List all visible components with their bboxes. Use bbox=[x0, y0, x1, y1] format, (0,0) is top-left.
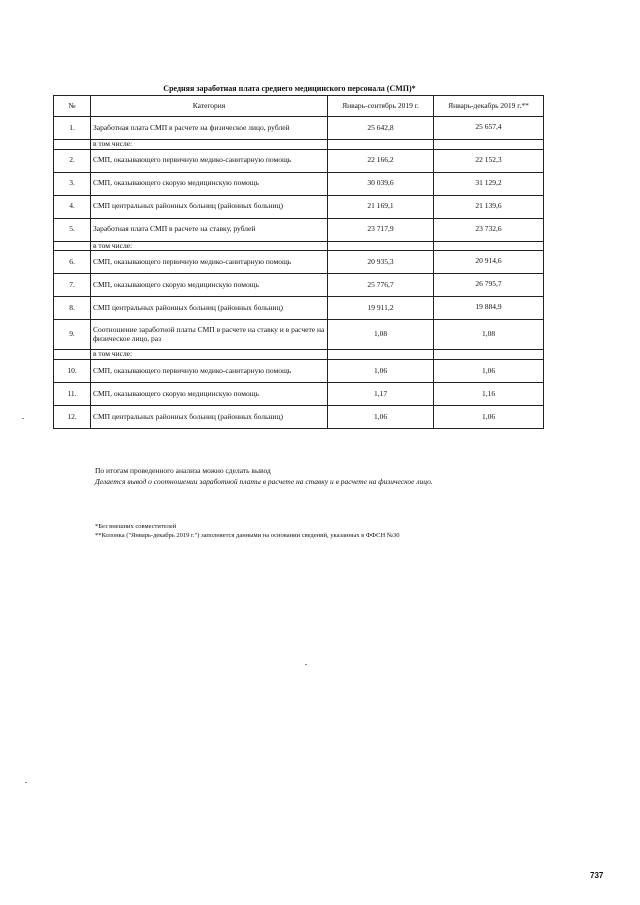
footnote-1: *Без внешних совместителей bbox=[95, 523, 177, 530]
conclusion-statement: Делается вывод о соотношении заработной платы в расчете на ставку и в расчете на физическое лицо. bbox=[95, 476, 433, 486]
value-jan-dec: 1,16 bbox=[434, 382, 544, 405]
table-row bbox=[54, 359, 544, 382]
value-jan-dec-text: 19 884,9 bbox=[475, 302, 502, 312]
value-jan-sep: 21 169,1 bbox=[328, 195, 434, 218]
value-jan-dec: 1,08 bbox=[434, 320, 544, 350]
value-jan-dec bbox=[434, 274, 544, 297]
table-body bbox=[54, 117, 544, 429]
row-number: 6. bbox=[54, 251, 91, 274]
row-category: СМП центральных районных больниц (районных больниц) bbox=[91, 297, 328, 320]
value-jan-dec-text: 20 914,6 bbox=[475, 256, 502, 266]
value-jan-sep: 25 642,8 bbox=[328, 117, 434, 140]
table-row bbox=[54, 297, 544, 320]
cell-empty bbox=[54, 241, 91, 251]
scan-speck bbox=[305, 664, 307, 665]
cell-empty bbox=[328, 241, 434, 251]
row-category: СМП, оказывающего первичную медико-санитарную помощь bbox=[91, 359, 328, 382]
row-number: 2. bbox=[54, 149, 91, 172]
cell-empty bbox=[328, 140, 434, 150]
salary-table bbox=[53, 95, 544, 429]
scan-speck bbox=[22, 418, 24, 419]
value-jan-dec-text: 31 129,2 bbox=[475, 177, 502, 187]
value-jan-dec bbox=[434, 172, 544, 195]
row-number: 12. bbox=[54, 405, 91, 428]
value-jan-dec bbox=[434, 297, 544, 320]
conclusion bbox=[95, 466, 433, 487]
row-number: 7. bbox=[54, 274, 91, 297]
row-number: 8. bbox=[54, 297, 91, 320]
subheading-label: в том числе: bbox=[91, 140, 328, 150]
subheading-label: в том числе: bbox=[91, 350, 328, 360]
row-category: СМП, оказывающего скорую медицинскую помощь bbox=[91, 274, 328, 297]
value-jan-dec: 1,06 bbox=[434, 405, 544, 428]
cell-empty bbox=[328, 350, 434, 360]
value-jan-dec bbox=[434, 149, 544, 172]
value-jan-dec-text: 25 657,4 bbox=[475, 122, 502, 132]
table-row bbox=[54, 251, 544, 274]
row-number: 5. bbox=[54, 218, 91, 241]
scan-speck bbox=[25, 782, 27, 783]
value-jan-dec: 1,06 bbox=[434, 359, 544, 382]
conclusion-line: По итогам проведенного анализа можно сделать вывод bbox=[95, 466, 271, 475]
table-row bbox=[54, 172, 544, 195]
header-period1: Январь-сентябрь 2019 г. bbox=[328, 96, 434, 117]
table-row bbox=[54, 405, 544, 428]
table-row bbox=[54, 117, 544, 140]
value-jan-sep: 22 166,2 bbox=[328, 149, 434, 172]
row-category: Заработная плата СМП в расчете на ставку, рублей bbox=[91, 218, 328, 241]
header-period2: Январь-декабрь 2019 г.** bbox=[434, 96, 544, 117]
table-row bbox=[54, 382, 544, 405]
row-number: 9. bbox=[54, 320, 91, 350]
row-number: 10. bbox=[54, 359, 91, 382]
value-jan-dec-text: 26 795,7 bbox=[475, 279, 502, 289]
row-category: Заработная плата СМП в расчете на физическое лицо, рублей bbox=[91, 117, 328, 140]
row-category: СМП центральных районных больниц (районных больниц) bbox=[91, 195, 328, 218]
page-title: Средняя заработная плата среднего медицинского персонала (СМП)* bbox=[163, 84, 416, 93]
value-jan-sep: 1,06 bbox=[328, 405, 434, 428]
footnote-2: **Колонка ("Январь-декабрь 2019 г.") заполняется данными на основании сведений, указанных в ФФСН №30 bbox=[95, 532, 400, 540]
value-jan-sep: 1,08 bbox=[328, 320, 434, 350]
value-jan-dec bbox=[434, 117, 544, 140]
value-jan-dec bbox=[434, 218, 544, 241]
value-jan-sep: 25 776,7 bbox=[328, 274, 434, 297]
header-category: Категория bbox=[91, 96, 328, 117]
row-category: Соотношение заработной платы СМП в расчете на ставку и в расчете на физическое лицо, раз bbox=[91, 320, 328, 350]
table-row bbox=[54, 149, 544, 172]
value-jan-sep: 1,17 bbox=[328, 382, 434, 405]
row-category: СМП, оказывающего скорую медицинскую помощь bbox=[91, 172, 328, 195]
row-number: 11. bbox=[54, 382, 91, 405]
table-row bbox=[54, 320, 544, 350]
header-num: № bbox=[54, 96, 91, 117]
table-subheading-row bbox=[54, 140, 544, 150]
value-jan-dec bbox=[434, 251, 544, 274]
subheading-label: в том числе: bbox=[91, 241, 328, 251]
value-jan-sep: 19 911,2 bbox=[328, 297, 434, 320]
cell-empty bbox=[434, 241, 544, 251]
row-number: 3. bbox=[54, 172, 91, 195]
value-jan-sep: 20 935,3 bbox=[328, 251, 434, 274]
table-header-row bbox=[54, 96, 544, 117]
table-row bbox=[54, 195, 544, 218]
value-jan-dec-text: 23 732,6 bbox=[475, 223, 502, 233]
value-jan-dec-text: 21 139,6 bbox=[475, 200, 502, 210]
cell-empty bbox=[434, 350, 544, 360]
table-subheading-row bbox=[54, 350, 544, 360]
value-jan-sep: 30 039,6 bbox=[328, 172, 434, 195]
page-number: 737 bbox=[590, 871, 604, 880]
cell-empty bbox=[54, 140, 91, 150]
table-row bbox=[54, 218, 544, 241]
value-jan-dec-text: 22 152,3 bbox=[475, 154, 502, 164]
footnotes bbox=[95, 522, 399, 541]
row-category: СМП центральных районных больниц (районных больниц) bbox=[91, 405, 328, 428]
table-subheading-row bbox=[54, 241, 544, 251]
cell-empty bbox=[434, 140, 544, 150]
row-category: СМП, оказывающего первичную медико-санитарную помощь bbox=[91, 149, 328, 172]
cell-empty bbox=[54, 350, 91, 360]
row-number: 4. bbox=[54, 195, 91, 218]
row-category: СМП, оказывающего скорую медицинскую помощь bbox=[91, 382, 328, 405]
table-row bbox=[54, 274, 544, 297]
value-jan-sep: 1,06 bbox=[328, 359, 434, 382]
row-category: СМП, оказывающего первичную медико-санитарную помощь bbox=[91, 251, 328, 274]
value-jan-dec bbox=[434, 195, 544, 218]
value-jan-sep: 23 717,9 bbox=[328, 218, 434, 241]
row-number: 1. bbox=[54, 117, 91, 140]
